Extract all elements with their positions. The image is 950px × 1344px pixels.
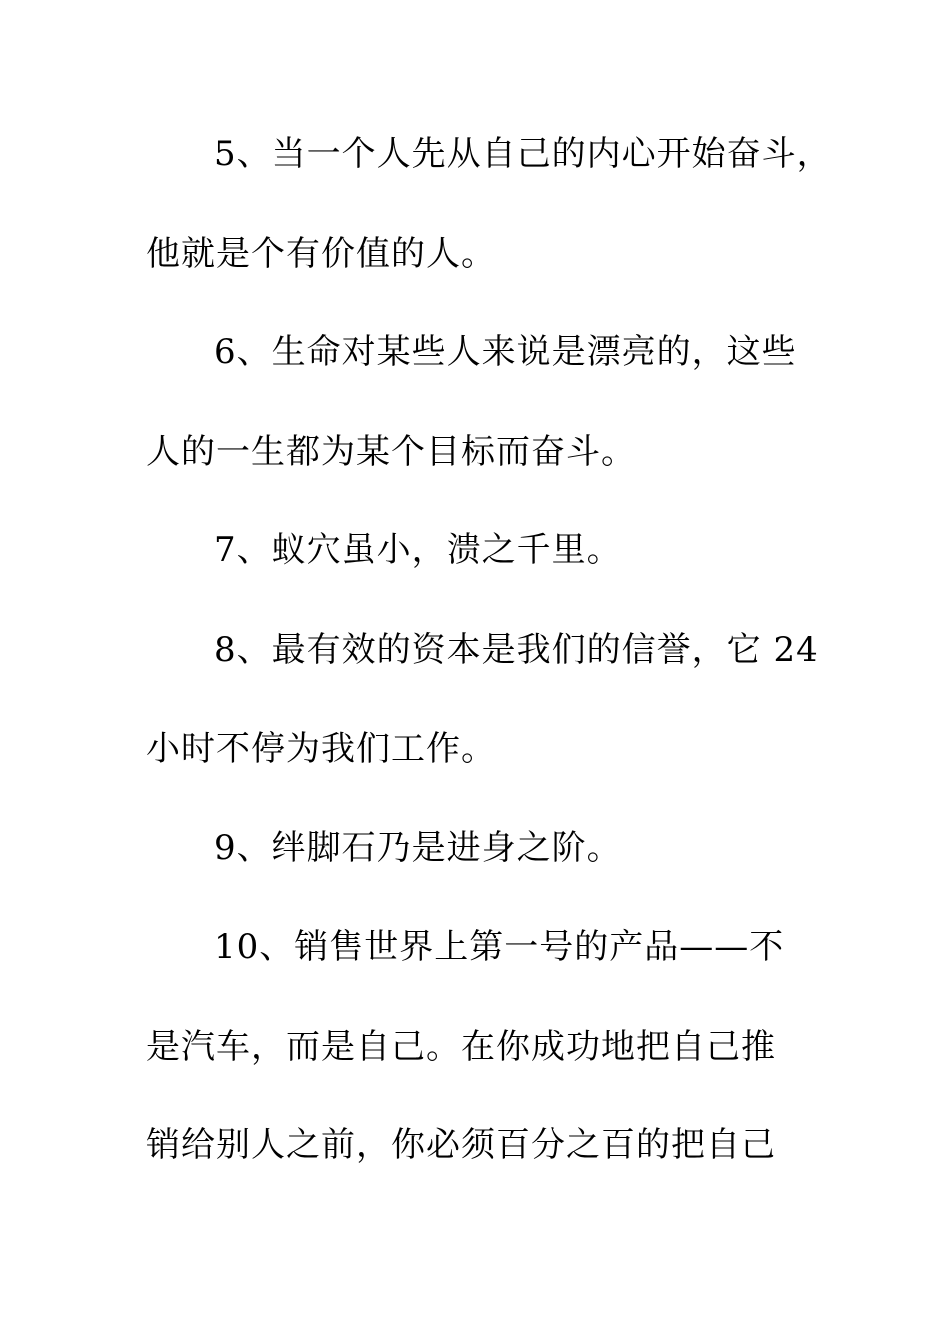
paragraph-9-line-1: 9、绊脚石乃是进身之阶。 xyxy=(214,828,622,868)
paragraph-10-line-3: 销给别人之前，你必须百分之百的把自己 xyxy=(146,1125,776,1165)
paragraph-10-line-2: 是汽车，而是自己。在你成功地把自己推 xyxy=(146,1027,776,1067)
paragraph-7-line-1: 7、蚁穴虽小，溃之千里。 xyxy=(214,530,622,570)
paragraph-6-line-1: 6、生命对某些人来说是漂亮的，这些 xyxy=(214,332,797,372)
paragraph-5-line-1: 5、当一个人先从自己的内心开始奋斗， xyxy=(214,134,832,174)
paragraph-8-line-1: 8、最有效的资本是我们的信誉，它 24 xyxy=(214,630,819,670)
paragraph-6-line-2: 人的一生都为某个目标而奋斗。 xyxy=(146,432,636,472)
paragraph-8-line-2: 小时不停为我们工作。 xyxy=(146,729,496,769)
paragraph-5-line-2: 他就是个有价值的人。 xyxy=(146,234,496,274)
paragraph-10-line-1: 10、销售世界上第一号的产品——不 xyxy=(214,927,785,967)
